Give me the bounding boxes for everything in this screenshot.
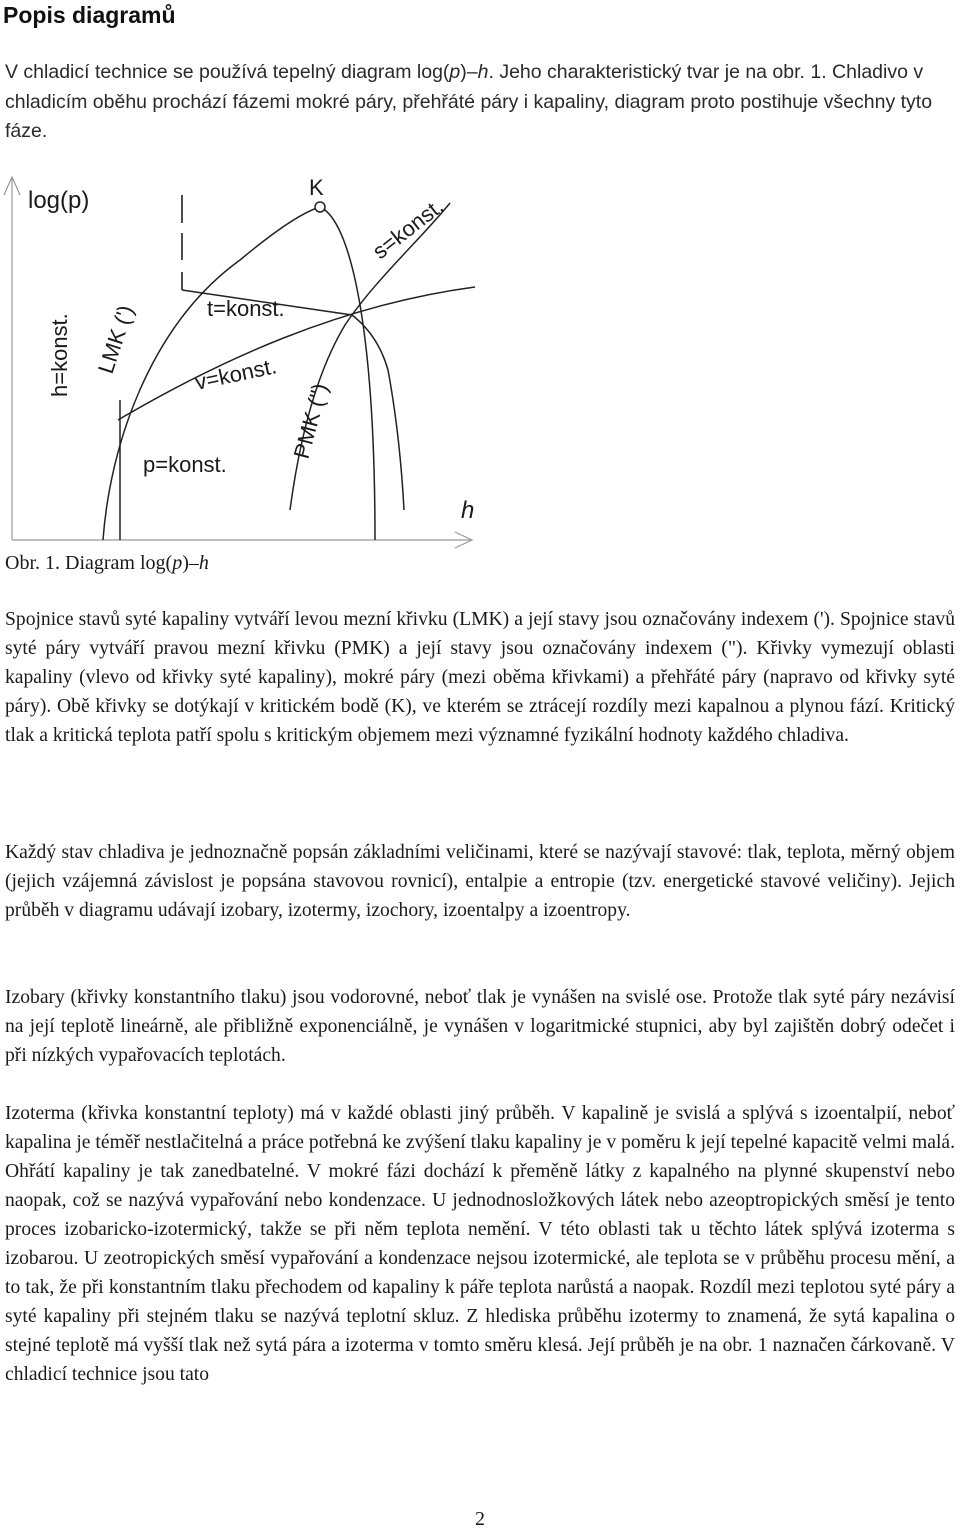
critical-point-label: K: [309, 175, 324, 200]
pmk-curve: [320, 207, 375, 540]
paragraph-isotherms: Izoterma (křivka konstantní teploty) má v každé oblasti jiný průběh. V kapalině je svislá a splývá s izoentalpií, neboť kapalina je téměř nestlačitelná a práce potřebná ke zvýšení tlaku kapaliny je v poměru k její tepelné kapacitě velmi malá. Ohřátí kapaliny je tak zanedbatelné. V mokré fázi dochází k přeměně látky z kapalného na plynné skupenství nebo naopak, což se nazývá vypařování nebo kondenzace. U jednodnosložkových látek nebo azeoptropických směsí je tento proces izobaricko-izotermický, takže se při něm teplota nemění. V této oblasti tak u těchto látek splývá izoterma s izobarou. U zeotropických směsí vypařování a kondenzace nejsou izotermické, ale teplota se v průběhu procesu mění, a to tak, že při konstantním tlaku přechodem od kapaliny k páře teplota narůstá a naopak. Rozdíl mezi teplotou syté páry a syté kapaliny při stejném tlaku se nazývá teplotní skluz. Z hlediska průběhu izotermy to znamená, že sytá kapalina o stejné teplotě má vyšší tlak než sytá pára a izoterma v tomto směru klesá. Její průběh je na obr. 1 naznačen čárkovaně. V chladicí technice jsou tato: [5, 1103, 955, 1385]
isochore-label: v=konst.: [192, 353, 279, 395]
isentrope-curve: [290, 203, 450, 510]
isobar-label: p=konst.: [143, 452, 227, 477]
isenthalp-label: h=konst.: [47, 313, 72, 397]
intro-paragraph: V chladicí technice se používá tepelný diagram log(p)–h. Jeho charakteristický tvar je na obr. 1. Chladivo v chladicím oběhu prochází fázemi mokré páry, přehřáté páry i kapaliny, diagram proto postihuje všechny tyto fáze.: [5, 61, 933, 142]
isentrope-label: s=konst.: [367, 193, 449, 264]
y-axis-label: log(p): [28, 187, 90, 214]
paragraph-state-variables: Každý stav chladiva je jednoznačně popsán základními veličinami, které se nazývají stavové: tlak, teplota, měrný objem (jejich vzájemná závislost je popsána stavovou rovnicí), entalpie a entropie (tzv. energetické stavové veličiny). Jejich průběh v diagramu udávají izobary, izotermy, izochory, izoentalpy a izoentropy.: [5, 842, 955, 921]
paragraph-isobars: Izobary (křivky konstantního tlaku) jsou vodorovné, neboť tlak je vynášen na svislé ose. Protože tlak syté páry nezávisí na její teplotě lineárně, ale přibližně exponenciálně, je vynášen v logaritmické stupnici, aby byl zajištěn dobrý odečet i při nízkých vypařovacích teplotách.: [5, 987, 955, 1066]
x-axis-label: h: [461, 497, 475, 524]
lmk-label: LMK ('): [92, 302, 139, 377]
critical-point-k: [315, 202, 325, 212]
figure-caption: Obr. 1. Diagram log(p)–h: [5, 552, 209, 574]
isotherm-label: t=konst.: [207, 296, 285, 321]
paragraph-lmk-pmk: Spojnice stavů syté kapaliny vytváří levou mezní křivku (LMK) a její stavy jsou označovány indexem ('). Spojnice stavů syté páry vytváří pravou mezní křivku (PMK) a její stavy jsou označovány indexem ("). Křivky vymezují oblasti kapaliny (vlevo od křivky syté kapaliny), mokré páry (mezi oběma křivkami) a přehřáté páry (napravo od křivky syté páry). Obě křivky se dotýkají v kritickém bodě (K), ve kterém se ztrácejí rozdíly mezi kapalnou a plynou fází. Kritický tlak a kritická teplota patří spolu s kritickým objemem mezi významné fyzikální hodnoty každého chladiva.: [5, 609, 955, 746]
pmk-label: PMK (''): [288, 380, 333, 462]
log-p-h-diagram: [0, 165, 960, 550]
section-heading: Popis diagramů: [3, 2, 176, 28]
page-number: 2: [475, 1508, 485, 1530]
